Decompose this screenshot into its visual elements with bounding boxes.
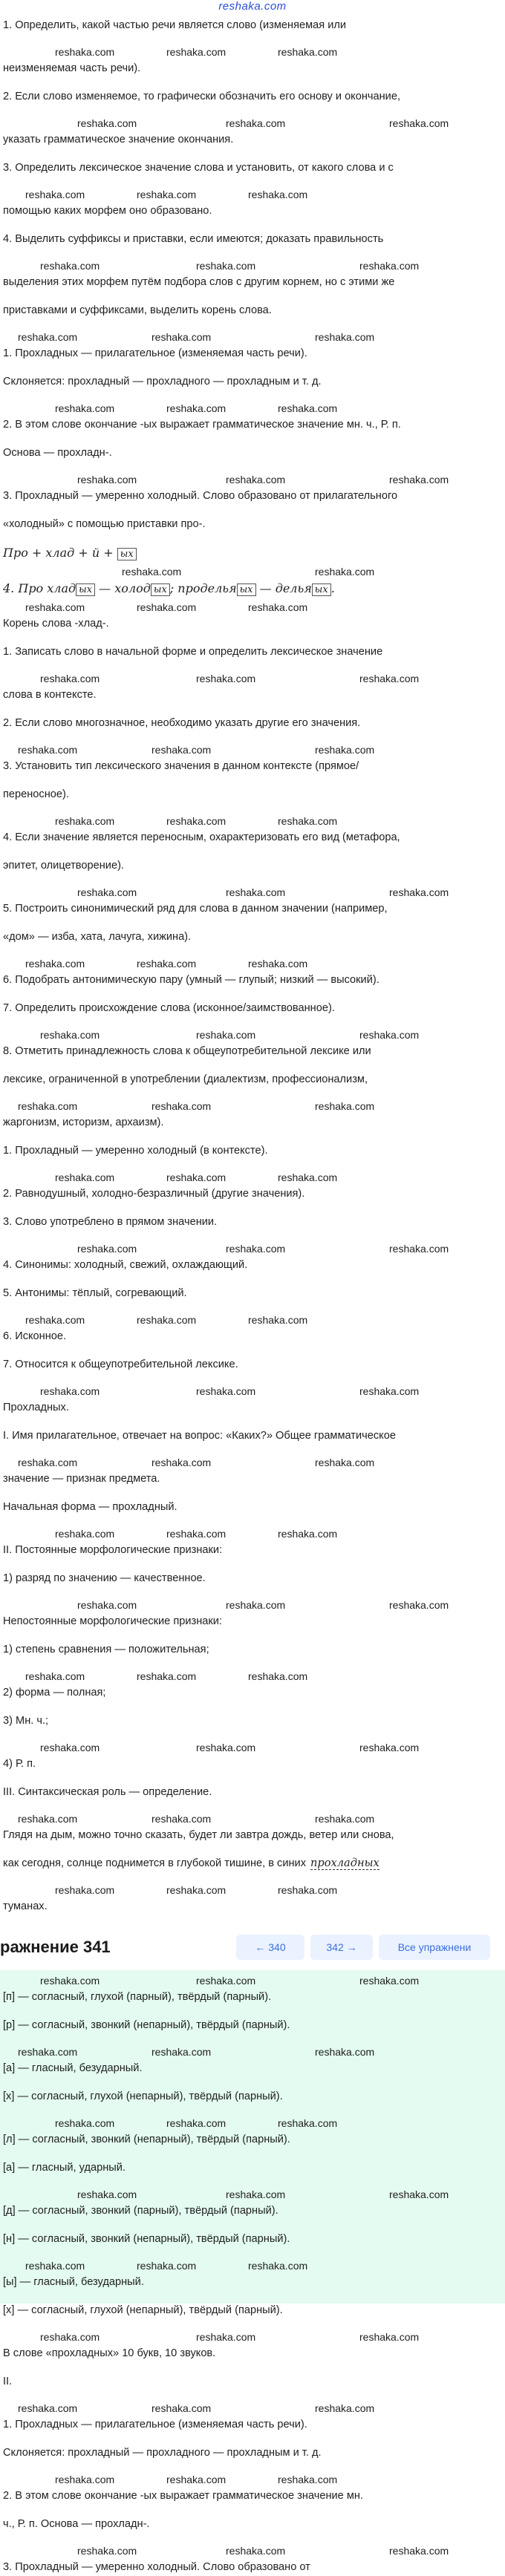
watermark: reshaka.com (389, 117, 449, 129)
watermark: reshaka.com (40, 1975, 100, 1987)
watermark: reshaka.com (122, 566, 182, 578)
text-line: 1) степень сравнения — положительная; (3, 1644, 209, 1655)
text-line: 6. Подобрать антонимическую пару (умный — глупый; низкий — высокий). (3, 974, 379, 986)
watermark: reshaka.com (278, 1528, 338, 1540)
text-line: 1. Определить, какой частью речи является слово (изменяемая или (3, 19, 347, 31)
watermark: reshaka.com (18, 2402, 78, 2414)
text-line: переносное). (3, 788, 69, 800)
watermark: reshaka.com (40, 1742, 100, 1753)
text-line: 4. Если значение является переносным, охарактеризовать его вид (метафора, (3, 831, 400, 843)
text-line: 3. Прохладный — умеренно холодный. Слово образовано от (3, 2561, 310, 2573)
text-line: эпитет, олицетворение). (3, 860, 124, 872)
watermark: reshaka.com (18, 2046, 78, 2058)
watermark: reshaka.com (137, 1314, 197, 1326)
text-line: [р] — согласный, звонкий (непарный), твёрдый (парный). (3, 2019, 290, 2031)
watermark-row (3, 1526, 502, 1541)
watermark-row (3, 671, 502, 686)
watermark-row (3, 2401, 505, 2416)
watermark: reshaka.com (25, 189, 85, 200)
word-structure-formula: Про + хлад + й + ых (3, 543, 502, 564)
text-line: 3) Мн. ч.; (3, 1715, 49, 1727)
text-line: 1. Записать слово в начальной форме и определить лексическое значение (3, 646, 383, 658)
text-line: 2. Равнодушный, холодно-безразличный (другие значения). (3, 1188, 305, 1200)
text-line: 1. Прохладных — прилагательное (изменяемая часть речи). (3, 2419, 307, 2430)
watermark: reshaka.com (166, 1171, 227, 1183)
watermark: reshaka.com (40, 673, 100, 684)
watermark: reshaka.com (152, 1100, 212, 1112)
text-line: 3. Прохладный — умеренно холодный. Слово образовано от прилагательного (3, 490, 398, 502)
text-line: 4. Выделить суффиксы и приставки, если имеются; доказать правильность (3, 233, 384, 245)
text-line: 8. Отметить принадлежность слова к общеупотребительной лексике или (3, 1045, 371, 1057)
text-line: «дом» — изба, хата, лачуга, хижина). (3, 931, 192, 943)
text-line: Склоняется: прохладный — прохладного — прохладным и т. д. (3, 376, 322, 388)
watermark: reshaka.com (40, 1385, 100, 1397)
solution-text (0, 16, 502, 1926)
text-line: 3. Установить тип лексического значения в данном контексте (прямое/ (3, 760, 359, 772)
watermark: reshaka.com (55, 1171, 115, 1183)
next-exercise-button[interactable]: 342 → (310, 1935, 373, 1960)
watermark: reshaka.com (137, 1670, 197, 1682)
watermark: reshaka.com (389, 886, 449, 898)
watermark: reshaka.com (166, 1528, 227, 1540)
watermark-row (3, 1740, 502, 1755)
exercise-title: ражнение 341 (0, 1938, 111, 1956)
text-line: II. (3, 2376, 13, 2387)
watermark: reshaka.com (152, 331, 212, 343)
all-exercises-button[interactable]: Все упражнени (379, 1935, 490, 1960)
watermark: reshaka.com (359, 2331, 420, 2343)
text-line: 1) разряд по значению — качественное. (3, 1572, 206, 1584)
watermark: reshaka.com (77, 117, 137, 129)
watermark: reshaka.com (278, 402, 338, 414)
watermark: reshaka.com (152, 2046, 212, 2058)
watermark: reshaka.com (278, 2117, 338, 2129)
watermark: reshaka.com (18, 1813, 78, 1825)
watermark: reshaka.com (166, 1884, 227, 1896)
watermark-row (3, 45, 502, 59)
watermark: reshaka.com (166, 46, 227, 58)
watermark: reshaka.com (359, 1385, 420, 1397)
watermark: reshaka.com (55, 1884, 115, 1896)
watermark: reshaka.com (389, 1599, 449, 1611)
watermark-row (3, 1241, 502, 1256)
watermark: reshaka.com (77, 2188, 137, 2200)
watermark-row (3, 1883, 502, 1897)
text-line: Корень слова -хлад-. (3, 618, 109, 630)
text-line: неизменяемая часть речи). (3, 62, 141, 74)
watermark-row (3, 187, 502, 202)
text-line: [ы] — гласный, безударный. (3, 2276, 144, 2288)
text-line: III. Синтаксическая роль — определение. (3, 1786, 212, 1798)
watermark: reshaka.com (25, 1314, 85, 1326)
text-line: туманах. (3, 1900, 48, 1912)
watermark: reshaka.com (226, 474, 286, 486)
watermark: reshaka.com (278, 1171, 338, 1183)
watermark: reshaka.com (18, 1100, 78, 1112)
text-line: 2) форма — полная; (3, 1687, 106, 1699)
watermark: reshaka.com (196, 2331, 256, 2343)
watermark: reshaka.com (18, 331, 78, 343)
text-line: II. Постоянные морфологические признаки: (3, 1544, 223, 1556)
watermark-row (3, 2543, 505, 2558)
watermark-row (3, 600, 502, 615)
watermark: reshaka.com (55, 46, 115, 58)
watermark: reshaka.com (248, 1670, 308, 1682)
watermark: reshaka.com (226, 117, 286, 129)
watermark: reshaka.com (137, 958, 197, 970)
text-line: 5. Антонимы: тёплый, согревающий. (3, 1287, 187, 1299)
text-line: Прохладных. (3, 1402, 69, 1413)
watermark: reshaka.com (359, 260, 420, 272)
watermark-row (3, 1384, 502, 1399)
watermark: reshaka.com (77, 1599, 137, 1611)
text-line: как сегодня, солнце поднимется в глубокой тишине, в синих прохладных (3, 1857, 379, 1869)
text-line: 1. Прохладных — прилагательное (изменяемая часть речи). (3, 347, 307, 359)
watermark-row (3, 116, 502, 131)
watermark: reshaka.com (248, 1314, 308, 1326)
watermark: reshaka.com (315, 2046, 375, 2058)
text-line: слова в контексте. (3, 689, 97, 701)
text-line: 2. Если слово многозначное, необходимо указать другие его значения. (3, 717, 361, 729)
watermark-row (3, 472, 502, 487)
watermark: reshaka.com (248, 2260, 308, 2272)
watermark: reshaka.com (18, 744, 78, 756)
text-line: 5. Построить синонимический ряд для слова в данном значении (например, (3, 903, 388, 915)
watermark-row (3, 2044, 505, 2059)
text-line: 3. Определить лексическое значение слова и установить, от какого слова и с (3, 162, 394, 174)
watermark-row (3, 2330, 505, 2344)
text-line: выделения этих морфем путём подбора слов с другим корнем, но с этими же (3, 276, 395, 288)
watermark-row (3, 2116, 505, 2131)
watermark-row (3, 330, 502, 344)
watermark: reshaka.com (359, 673, 420, 684)
watermark: reshaka.com (359, 1029, 420, 1041)
text-line: [д] — согласный, звонкий (парный), твёрдый (парный). (3, 2205, 278, 2217)
watermark: reshaka.com (389, 474, 449, 486)
text-line: 7. Определить происхождение слова (исконное/заимствованное). (3, 1002, 335, 1014)
watermark: reshaka.com (389, 2545, 449, 2557)
watermark: reshaka.com (226, 2188, 286, 2200)
watermark: reshaka.com (55, 2474, 115, 2485)
text-line: значение — признак предмета. (3, 1473, 160, 1485)
text-line: ч., Р. п. Основа — прохладн-. (3, 2518, 150, 2530)
text-line: 2. В этом слове окончание -ых выражает грамматическое значение мн. (3, 2490, 363, 2502)
text-line: [а] — гласный, безударный. (3, 2062, 143, 2074)
watermark: reshaka.com (137, 189, 197, 200)
phonetic-analysis-block (0, 1970, 505, 2573)
text-line: «холодный» с помощью приставки про-. (3, 518, 206, 530)
text-line: жаргонизм, историзм, архаизм). (3, 1117, 164, 1128)
watermark: reshaka.com (226, 2545, 286, 2557)
text-line: 1. Прохладный — умеренно холодный (в контексте). (3, 1145, 268, 1157)
watermark: reshaka.com (359, 1742, 420, 1753)
exercise-nav-bar (0, 1930, 505, 1971)
watermark-row (3, 956, 502, 971)
site-logo[interactable]: reshaka.com (218, 0, 287, 13)
watermark: reshaka.com (389, 2188, 449, 2200)
watermark: reshaka.com (166, 815, 227, 827)
text-line: 4. Синонимы: холодный, свежий, охлаждающий. (3, 1259, 248, 1271)
watermark-row (3, 742, 502, 757)
watermark: reshaka.com (77, 2545, 137, 2557)
watermark: reshaka.com (248, 958, 308, 970)
watermark: reshaka.com (278, 2474, 338, 2485)
watermark: reshaka.com (55, 815, 115, 827)
watermark-row (3, 2472, 505, 2487)
watermark: reshaka.com (196, 1029, 256, 1041)
text-line: указать грамматическое значение окончания. (3, 134, 234, 146)
watermark: reshaka.com (40, 2331, 100, 2343)
watermark-row (3, 1598, 502, 1612)
watermark: reshaka.com (226, 1599, 286, 1611)
watermark-row (3, 814, 502, 828)
watermark-row (3, 1811, 502, 1826)
watermark: reshaka.com (196, 1975, 256, 1987)
text-line: [х] — согласный, глухой (непарный), твёрдый (парный). (3, 2090, 283, 2102)
watermark: reshaka.com (137, 601, 197, 613)
watermark: reshaka.com (166, 2474, 227, 2485)
text-line: Глядя на дым, можно точно сказать, будет ли завтра дождь, ветер или снова, (3, 1829, 394, 1841)
watermark: reshaka.com (152, 1813, 212, 1825)
text-line: 7. Относится к общеупотребительной лексике. (3, 1359, 238, 1370)
root-check-formula: 4. Про хлад ых — холод ых ; проделья ых — делья ых . (3, 581, 335, 595)
watermark-row (3, 1027, 502, 1042)
watermark-row (3, 1099, 502, 1114)
text-line: [х] — согласный, глухой (непарный), твёрдый (парный). (3, 2304, 283, 2316)
watermark: reshaka.com (315, 1813, 375, 1825)
watermark: reshaka.com (196, 1385, 256, 1397)
watermark: reshaka.com (55, 402, 115, 414)
watermark: reshaka.com (25, 1670, 85, 1682)
text-line: [а] — гласный, ударный. (3, 2162, 126, 2174)
watermark: reshaka.com (152, 1457, 212, 1468)
watermark: reshaka.com (152, 2402, 212, 2414)
watermark: reshaka.com (18, 1457, 78, 1468)
text-line: Начальная форма — прохладный. (3, 1501, 177, 1513)
highlighted-word: прохладных (310, 1857, 379, 1869)
text-line: I. Имя прилагательное, отвечает на вопрос: «Каких?» Общее грамматическое (3, 1430, 396, 1442)
watermark: reshaka.com (137, 2260, 197, 2272)
watermark: reshaka.com (196, 1742, 256, 1753)
watermark: reshaka.com (77, 1243, 137, 1255)
text-line: [п] — согласный, глухой (парный), твёрдый (парный). (3, 1991, 272, 2003)
watermark: reshaka.com (278, 46, 338, 58)
watermark: reshaka.com (278, 1884, 338, 1896)
watermark: reshaka.com (196, 260, 256, 272)
watermark: reshaka.com (226, 1243, 286, 1255)
watermark-row (3, 258, 502, 273)
watermark-row (3, 1312, 502, 1327)
watermark: reshaka.com (40, 260, 100, 272)
text-line: [л] — согласный, звонкий (непарный), твёрдый (парный). (3, 2134, 290, 2145)
watermark-row (3, 564, 502, 579)
watermark: reshaka.com (315, 1457, 375, 1468)
watermark: reshaka.com (166, 402, 227, 414)
watermark: reshaka.com (25, 601, 85, 613)
text-line: 6. Исконное. (3, 1330, 67, 1342)
watermark-row (3, 2187, 505, 2202)
watermark: reshaka.com (315, 331, 375, 343)
watermark: reshaka.com (55, 1528, 115, 1540)
watermark: reshaka.com (40, 1029, 100, 1041)
watermark: reshaka.com (25, 958, 85, 970)
watermark-row (3, 1669, 502, 1684)
watermark: reshaka.com (25, 2260, 85, 2272)
watermark: reshaka.com (166, 2117, 227, 2129)
watermark-row (3, 885, 502, 900)
watermark: reshaka.com (315, 1100, 375, 1112)
text-line: 4) Р. п. (3, 1758, 36, 1770)
watermark: reshaka.com (359, 1975, 420, 1987)
watermark: reshaka.com (389, 1243, 449, 1255)
text-line: помощью каких морфем оно образовано. (3, 205, 212, 217)
text-line: 2. В этом слове окончание -ых выражает грамматическое значение мн. ч., Р. п. (3, 419, 401, 431)
prev-exercise-button[interactable]: ← 340 (236, 1935, 304, 1960)
watermark-row (3, 1455, 502, 1470)
watermark: reshaka.com (248, 601, 308, 613)
text-line: 3. Слово употреблено в прямом значении. (3, 1216, 218, 1228)
watermark: reshaka.com (77, 474, 137, 486)
text-line: [н] — согласный, звонкий (непарный), твёрдый (парный). (3, 2233, 290, 2245)
watermark-row (3, 2258, 505, 2273)
text-line: В слове «прохладных» 10 букв, 10 звуков. (3, 2347, 216, 2359)
watermark: reshaka.com (196, 673, 256, 684)
text-line: 2. Если слово изменяемое, то графически обозначить его основу и окончание, (3, 91, 401, 102)
watermark-row (3, 1170, 502, 1185)
text-line: Склоняется: прохладный — прохладного — прохладным и т. д. (3, 2447, 322, 2459)
watermark: reshaka.com (278, 815, 338, 827)
watermark: reshaka.com (315, 2402, 375, 2414)
text-line: лексике, ограниченной в употреблении (диалектизм, профессионализм, (3, 1073, 368, 1085)
watermark: reshaka.com (226, 886, 286, 898)
watermark: reshaka.com (315, 566, 375, 578)
text-line: Основа — прохладн-. (3, 447, 112, 459)
watermark: reshaka.com (315, 744, 375, 756)
text-line: Непостоянные морфологические признаки: (3, 1615, 222, 1627)
watermark: reshaka.com (77, 886, 137, 898)
watermark: reshaka.com (248, 189, 308, 200)
watermark-row (3, 1973, 505, 1988)
text-line: приставками и суффиксами, выделить корень слова. (3, 304, 272, 316)
watermark: reshaka.com (152, 744, 212, 756)
watermark-row (3, 401, 502, 416)
watermark: reshaka.com (55, 2117, 115, 2129)
